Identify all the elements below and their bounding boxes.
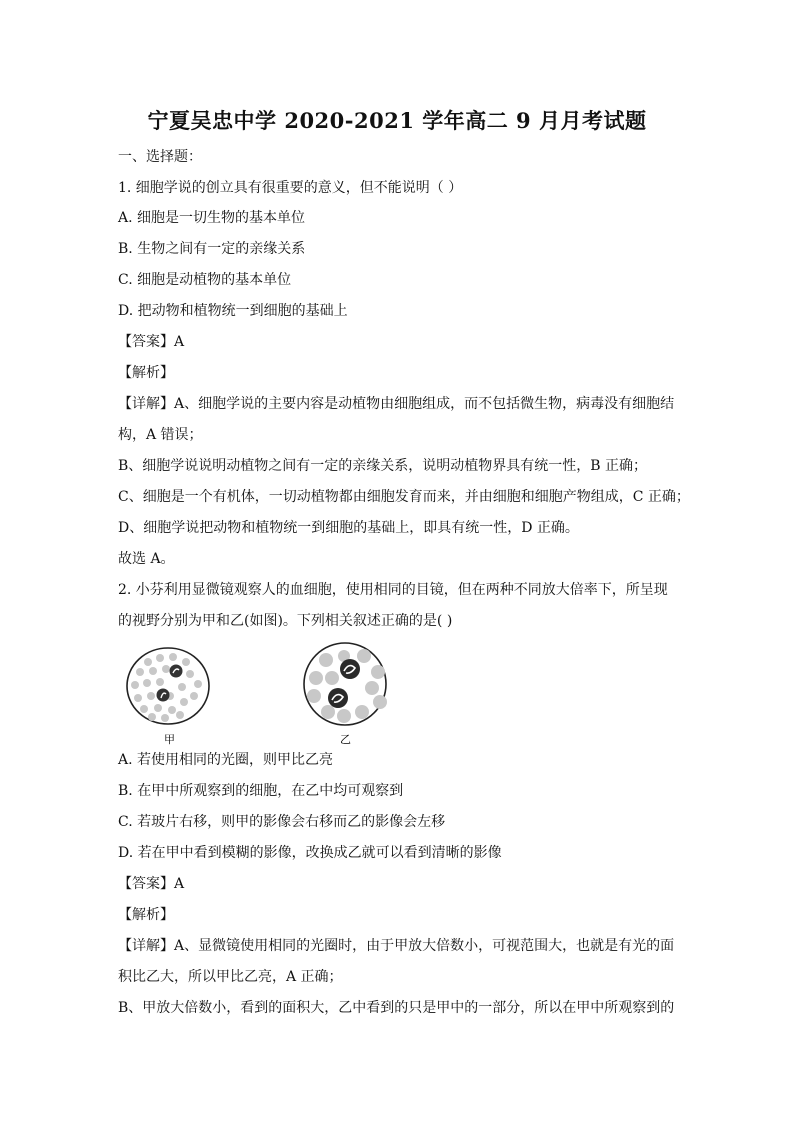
page-title: 宁夏吴忠中学 2020-2021 学年高二 9 月月考试题 — [147, 108, 647, 133]
q2-stem-line: 2. 小芬利用显微镜观察人的血细胞，使用相同的目镜，但在两种不同放大倍率下，所呈现 — [118, 582, 668, 598]
q2-option-b: B. 在甲中所观察到的细胞，在乙中均可观察到 — [118, 783, 404, 799]
q2-option-c: C. 若玻片右移，则甲的影像会右移而乙的影像会左移 — [118, 814, 446, 830]
field-of-view-yi — [304, 643, 387, 725]
figure-label-jia: 甲 — [164, 733, 175, 746]
q1-option-a: A. 细胞是一切生物的基本单位 — [118, 210, 306, 226]
q1-stem: 1. 细胞学说的创立具有很重要的意义，但不能说明（ ） — [118, 180, 463, 196]
q1-option-d: D. 把动物和植物统一到细胞的基础上 — [118, 303, 348, 319]
q2-stem-line: 的视野分别为甲和乙(如图)。下列相关叙述正确的是( ) — [118, 613, 453, 629]
q1-analysis-line: 故选 A。 — [118, 551, 175, 567]
microscope-figure — [118, 640, 438, 750]
q1-analysis-line: B、细胞学说说明动植物之间有一定的亲缘关系，说明动植物界具有统一性，B 正确； — [118, 458, 648, 474]
section-heading: 一、选择题： — [118, 149, 202, 165]
q1-analysis-line: C、细胞是一个有机体，一切动植物都由细胞发育而来，并由细胞和细胞产物组成，C 正确； — [118, 489, 690, 505]
field-of-view-jia — [127, 648, 209, 724]
q1-option-b: B. 生物之间有一定的亲缘关系 — [118, 241, 306, 257]
q2-answer: 【答案】A — [118, 876, 185, 892]
figure-label-yi: 乙 — [340, 733, 351, 746]
q1-analysis-line: D、细胞学说把动物和植物统一到细胞的基础上，即具有统一性，D 正确。 — [118, 520, 579, 536]
q1-option-c: C. 细胞是动植物的基本单位 — [118, 272, 292, 288]
q2-analysis-line: 积比乙大，所以甲比乙亮，A 正确； — [118, 969, 343, 985]
q2-analysis-line: 【详解】A、显微镜使用相同的光圈时，由于甲放大倍数小，可视范围大，也就是有光的面 — [118, 938, 675, 954]
q1-analysis-line: 【详解】A、细胞学说的主要内容是动植物由细胞组成，而不包括微生物，病毒没有细胞结 — [118, 396, 675, 412]
q1-analysis-line: 构，A 错误； — [118, 427, 203, 443]
q1-analysis-head: 【解析】 — [118, 365, 174, 381]
q2-analysis-line: B、甲放大倍数小，看到的面积大，乙中看到的只是甲中的一部分，所以在甲中所观察到的 — [118, 1000, 675, 1016]
q2-option-d: D. 若在甲中看到模糊的影像，改换成乙就可以看到清晰的影像 — [118, 845, 502, 861]
q2-option-a: A. 若使用相同的光圈，则甲比乙亮 — [118, 752, 334, 768]
q1-answer: 【答案】A — [118, 334, 185, 350]
q2-analysis-head: 【解析】 — [118, 907, 174, 923]
